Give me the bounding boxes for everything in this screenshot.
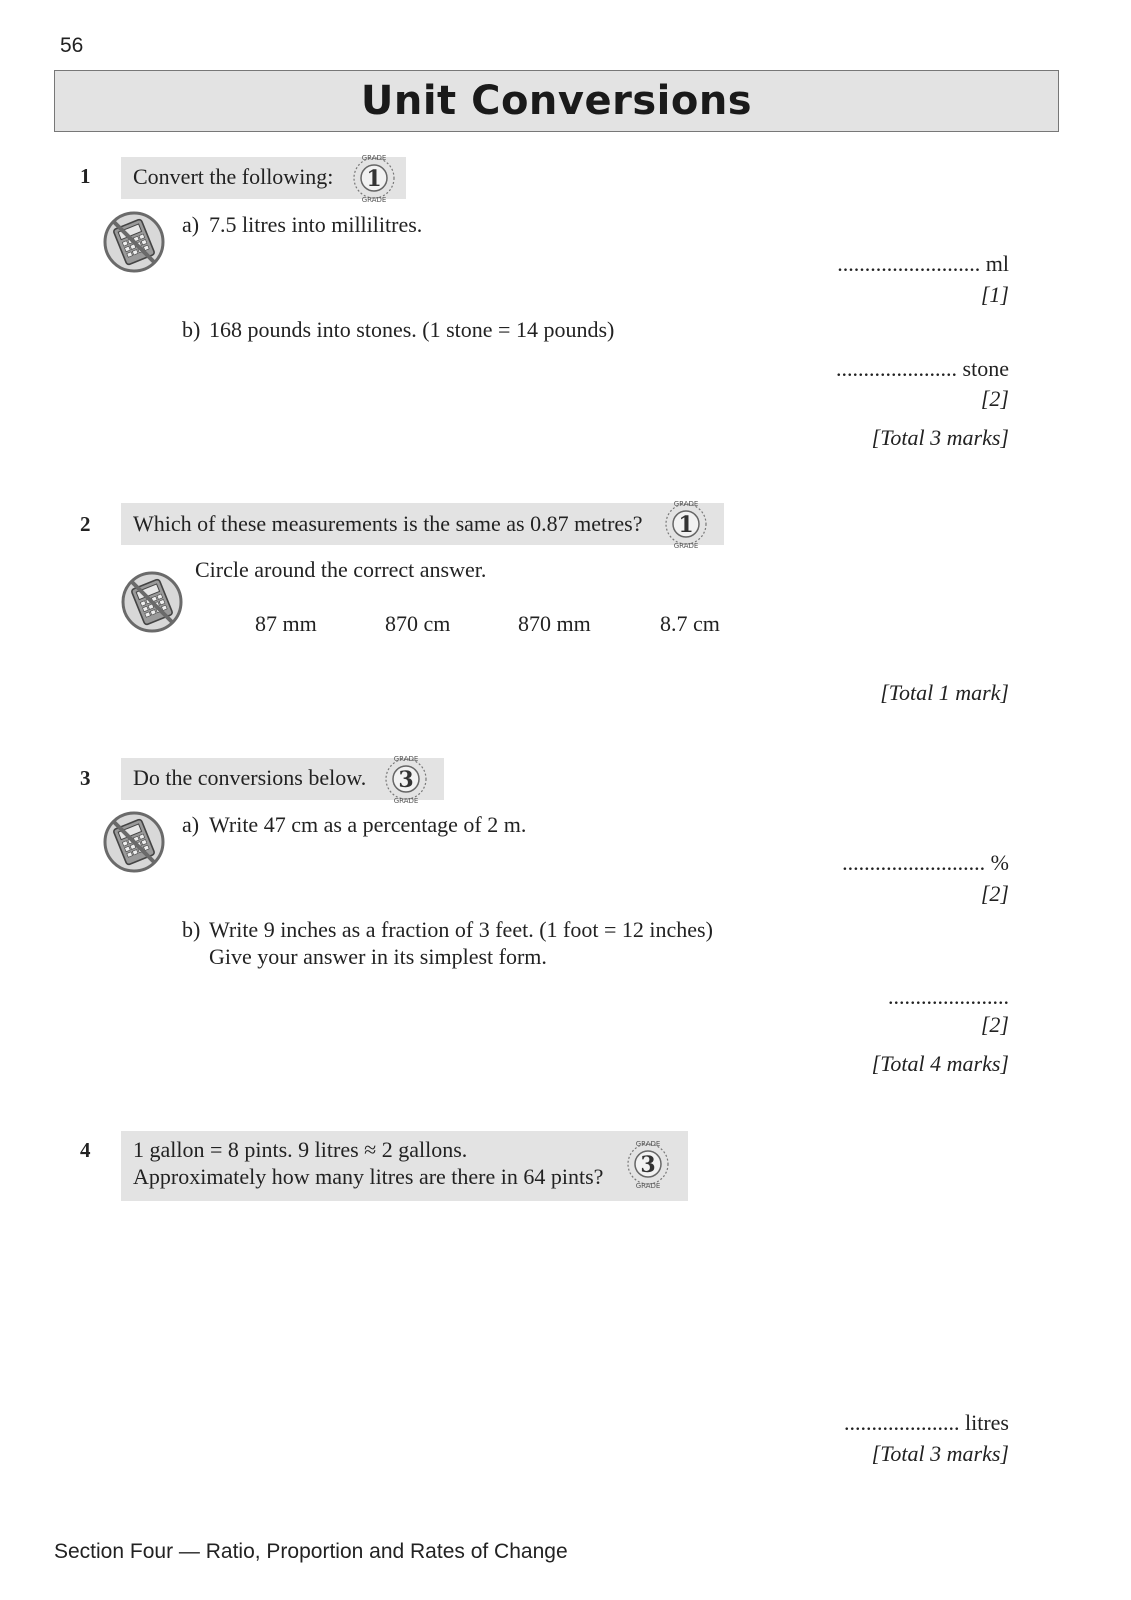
q2-option-2[interactable]: 870 cm bbox=[385, 611, 451, 636]
grade-number: 1 bbox=[366, 166, 382, 192]
svg-text:GRADE: GRADE bbox=[361, 196, 387, 203]
answer-line: .......................... bbox=[837, 251, 981, 276]
question-1-number: 1 bbox=[80, 164, 91, 188]
q4-total-marks: [Total 3 marks] bbox=[871, 1441, 1009, 1466]
q1b-marks: [2] bbox=[980, 386, 1009, 411]
question-4-number: 4 bbox=[80, 1138, 91, 1162]
question-3-number: 3 bbox=[80, 766, 91, 790]
q1b-text: 168 pounds into stones. (1 stone = 14 pounds) bbox=[209, 317, 615, 342]
q3b-label: b) bbox=[182, 917, 201, 942]
q1a-label: a) bbox=[182, 212, 200, 237]
question-1-prompt-box bbox=[121, 154, 406, 203]
q1a-marks: [1] bbox=[980, 282, 1009, 307]
svg-text:GRADE: GRADE bbox=[393, 755, 419, 763]
question-4-prompt-line-1: 1 gallon = 8 pints. 9 litres ≈ 2 gallons. bbox=[133, 1137, 468, 1162]
q3-total-marks: [Total 4 marks] bbox=[871, 1051, 1009, 1076]
answer-unit: % bbox=[990, 850, 1009, 875]
question-1-prompt: Convert the following: bbox=[133, 164, 334, 189]
q1b-answer[interactable] bbox=[836, 356, 1009, 382]
q3a-answer[interactable] bbox=[842, 850, 1009, 876]
q1-total-marks: [Total 3 marks] bbox=[871, 425, 1009, 450]
answer-line: ...................... bbox=[888, 984, 1009, 1009]
q2-instruction: Circle around the correct answer. bbox=[195, 557, 487, 582]
q3b-text-2: Give your answer in its simplest form. bbox=[209, 944, 547, 969]
svg-text:GRADE: GRADE bbox=[673, 542, 699, 549]
answer-line: ...................... bbox=[836, 356, 958, 381]
q3b-marks: [2] bbox=[980, 1012, 1009, 1037]
question-4-prompt-box bbox=[121, 1131, 688, 1201]
answer-line: ..................... bbox=[844, 1410, 960, 1435]
grade-number: 3 bbox=[640, 1152, 656, 1178]
question-3-prompt: Do the conversions below. bbox=[133, 765, 367, 790]
grade-1-badge-icon bbox=[659, 499, 713, 549]
q3a-label: a) bbox=[182, 812, 200, 837]
q4-answer[interactable] bbox=[844, 1410, 1009, 1436]
svg-text:GRADE: GRADE bbox=[393, 797, 419, 804]
grade-number: 3 bbox=[398, 767, 414, 793]
no-calculator-icon bbox=[102, 810, 166, 874]
question-2-prompt: Which of these measurements is the same as 0.87 metres? bbox=[133, 511, 643, 536]
q2-total-marks: [Total 1 mark] bbox=[880, 680, 1009, 705]
answer-unit: ml bbox=[985, 251, 1009, 276]
svg-text:GRADE: GRADE bbox=[635, 1182, 661, 1189]
no-calculator-icon bbox=[102, 210, 166, 274]
page-title: Unit Conversions bbox=[360, 78, 753, 124]
q1a-text: 7.5 litres into millilitres. bbox=[209, 212, 423, 237]
svg-text:GRADE: GRADE bbox=[673, 500, 699, 508]
q3b-text: Write 9 inches as a fraction of 3 feet. (1 foot = 12 inches) bbox=[209, 917, 713, 942]
footer-section-title: Section Four — Ratio, Proportion and Rates of Change bbox=[54, 1540, 568, 1563]
answer-unit: litres bbox=[965, 1410, 1009, 1435]
q1b-label: b) bbox=[182, 317, 201, 342]
question-4-prompt-line-2: Approximately how many litres are there in 64 pints? bbox=[133, 1164, 604, 1189]
question-3-prompt-box bbox=[121, 755, 444, 804]
question-2-prompt-box bbox=[121, 500, 724, 549]
question-2-number: 2 bbox=[80, 512, 91, 536]
q3b-answer[interactable] bbox=[888, 984, 1009, 1010]
q3a-marks: [2] bbox=[980, 881, 1009, 906]
grade-3-badge-icon bbox=[621, 1139, 675, 1189]
svg-text:GRADE: GRADE bbox=[635, 1140, 661, 1148]
q1a-answer[interactable] bbox=[837, 251, 1009, 277]
q3a-text: Write 47 cm as a percentage of 2 m. bbox=[209, 812, 527, 837]
answer-unit: stone bbox=[962, 356, 1009, 381]
answer-line: .......................... bbox=[842, 850, 986, 875]
q2-option-1[interactable]: 87 mm bbox=[255, 611, 317, 636]
page-number: 56 bbox=[60, 34, 84, 57]
title-bar bbox=[54, 70, 1059, 132]
grade-number: 1 bbox=[678, 512, 694, 538]
no-calculator-icon bbox=[120, 570, 184, 634]
grade-1-badge-icon bbox=[347, 153, 401, 203]
svg-text:GRADE: GRADE bbox=[361, 154, 387, 162]
q2-option-3[interactable]: 870 mm bbox=[518, 611, 591, 636]
q2-option-4[interactable]: 8.7 cm bbox=[660, 611, 720, 636]
grade-3-badge-icon bbox=[379, 754, 433, 804]
